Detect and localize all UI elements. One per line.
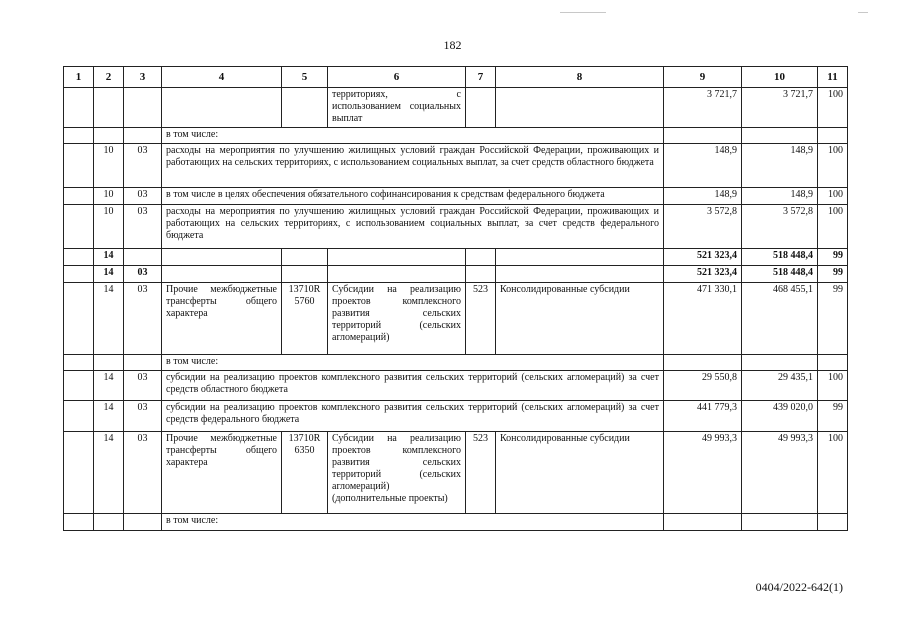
cell-target-article xyxy=(282,88,328,128)
cell-subsection: 03 xyxy=(124,401,162,432)
cell-col-1 xyxy=(64,432,94,514)
cell-percent xyxy=(818,128,848,144)
cell-subsection: 03 xyxy=(124,188,162,205)
cell-amount-planned: 521 323,4 xyxy=(664,266,742,283)
cell-col-1 xyxy=(64,128,94,144)
cell-name: Прочие межбюджетные трансферты общего характера xyxy=(162,432,282,514)
cell-section: 14 xyxy=(94,283,124,355)
cell-expense-name xyxy=(496,266,664,283)
cell-target-article xyxy=(282,249,328,266)
cell-amount-actual: 49 993,3 xyxy=(742,432,818,514)
cell-amount-planned: 49 993,3 xyxy=(664,432,742,514)
cell-name: Прочие межбюджетные трансферты общего характера xyxy=(162,283,282,355)
column-header-9: 9 xyxy=(664,67,742,88)
table-row xyxy=(64,128,848,144)
cell-percent: 100 xyxy=(818,205,848,249)
cell-subsection: 03 xyxy=(124,283,162,355)
cell-expense-name: Консолидированные субсидии xyxy=(496,283,664,355)
cell-amount-actual: 518 448,4 xyxy=(742,249,818,266)
cell-section: 10 xyxy=(94,144,124,188)
cell-amount-planned: 521 323,4 xyxy=(664,249,742,266)
cell-subsection xyxy=(124,249,162,266)
cell-col-1 xyxy=(64,371,94,401)
document-code: 0404/2022-642(1) xyxy=(755,580,843,594)
cell-col-1 xyxy=(64,514,94,531)
cell-target-article xyxy=(282,266,328,283)
budget-table xyxy=(63,66,848,531)
scan-artifact xyxy=(858,12,868,13)
cell-expense-name: Консолидированные субсидии xyxy=(496,432,664,514)
cell-amount-actual: 3 721,7 xyxy=(742,88,818,128)
cell-description: в том числе: xyxy=(162,128,664,144)
cell-col-1 xyxy=(64,205,94,249)
cell-amount-actual: 439 020,0 xyxy=(742,401,818,432)
table-row xyxy=(64,371,848,401)
cell-percent: 99 xyxy=(818,266,848,283)
cell-section: 10 xyxy=(94,205,124,249)
column-header-4: 4 xyxy=(162,67,282,88)
cell-col-1 xyxy=(64,188,94,205)
cell-article-name xyxy=(328,249,466,266)
cell-description: в том числе в целях обеспечения обязательного софинансирования к средствам федерального бюджета xyxy=(162,188,664,205)
cell-amount-actual: 148,9 xyxy=(742,144,818,188)
cell-description: расходы на мероприятия по улучшению жилищных условий граждан Российской Федерации, проживающих и работающих на сельских территориях, с использованием социальных выплат, за счет средств федерального бюджета xyxy=(162,205,664,249)
column-header-8: 8 xyxy=(496,67,664,88)
cell-description: расходы на мероприятия по улучшению жилищных условий граждан Российской Федерации, проживающих и работающих на сельских территориях, с использованием социальных выплат, за счет средств областного бюджета xyxy=(162,144,664,188)
column-header-6: 6 xyxy=(328,67,466,88)
cell-percent: 100 xyxy=(818,371,848,401)
cell-subsection: 03 xyxy=(124,205,162,249)
cell-section: 14 xyxy=(94,249,124,266)
cell-description: субсидии на реализацию проектов комплексного развития сельских территорий (сельских агломераций) за счет средств федерального бюджета xyxy=(162,401,664,432)
cell-amount-planned: 471 330,1 xyxy=(664,283,742,355)
cell-article-name: территориях, с использованием социальных выплат xyxy=(328,88,466,128)
cell-section xyxy=(94,514,124,531)
cell-article-name: Субсидии на реализацию проектов комплексного развития сельских территорий (сельских агломераций) (дополнительные проекты) xyxy=(328,432,466,514)
scan-artifact xyxy=(560,12,606,13)
cell-section: 14 xyxy=(94,371,124,401)
cell-expense-type xyxy=(466,88,496,128)
cell-expense-name xyxy=(496,249,664,266)
cell-amount-planned xyxy=(664,514,742,531)
cell-subsection: 03 xyxy=(124,432,162,514)
table-row xyxy=(64,144,848,188)
cell-amount-planned: 29 550,8 xyxy=(664,371,742,401)
cell-name xyxy=(162,249,282,266)
cell-subsection: 03 xyxy=(124,266,162,283)
table-row xyxy=(64,249,848,266)
cell-expense-type xyxy=(466,266,496,283)
cell-amount-planned: 3 721,7 xyxy=(664,88,742,128)
cell-amount-planned xyxy=(664,355,742,371)
cell-expense-type: 523 xyxy=(466,283,496,355)
cell-percent: 99 xyxy=(818,283,848,355)
cell-description: в том числе: xyxy=(162,355,664,371)
column-header-11: 11 xyxy=(818,67,848,88)
cell-col-1 xyxy=(64,266,94,283)
cell-section: 14 xyxy=(94,266,124,283)
cell-percent: 100 xyxy=(818,432,848,514)
cell-section: 14 xyxy=(94,432,124,514)
cell-amount-planned: 441 779,3 xyxy=(664,401,742,432)
cell-percent: 100 xyxy=(818,88,848,128)
cell-amount-actual xyxy=(742,355,818,371)
cell-col-1 xyxy=(64,355,94,371)
table-row xyxy=(64,188,848,205)
table-row xyxy=(64,355,848,371)
cell-amount-actual: 29 435,1 xyxy=(742,371,818,401)
cell-subsection xyxy=(124,355,162,371)
column-header-5: 5 xyxy=(282,67,328,88)
cell-amount-actual: 148,9 xyxy=(742,188,818,205)
column-header-7: 7 xyxy=(466,67,496,88)
table-row xyxy=(64,205,848,249)
cell-col-1 xyxy=(64,249,94,266)
table-row xyxy=(64,432,848,514)
table-row xyxy=(64,401,848,432)
cell-col-1 xyxy=(64,144,94,188)
cell-percent: 99 xyxy=(818,401,848,432)
cell-amount-planned: 3 572,8 xyxy=(664,205,742,249)
cell-name xyxy=(162,266,282,283)
cell-amount-planned: 148,9 xyxy=(664,188,742,205)
cell-description: субсидии на реализацию проектов комплексного развития сельских территорий (сельских агломераций) за счет средств областного бюджета xyxy=(162,371,664,401)
cell-description: в том числе: xyxy=(162,514,664,531)
table-header-row xyxy=(64,67,848,88)
cell-percent: 99 xyxy=(818,249,848,266)
cell-section: 14 xyxy=(94,401,124,432)
cell-section xyxy=(94,88,124,128)
cell-expense-type xyxy=(466,249,496,266)
cell-subsection xyxy=(124,128,162,144)
column-header-2: 2 xyxy=(94,67,124,88)
cell-percent xyxy=(818,514,848,531)
cell-percent: 100 xyxy=(818,188,848,205)
cell-expense-type: 523 xyxy=(466,432,496,514)
cell-amount-planned xyxy=(664,128,742,144)
cell-subsection xyxy=(124,88,162,128)
cell-amount-actual: 468 455,1 xyxy=(742,283,818,355)
cell-subsection xyxy=(124,514,162,531)
column-header-3: 3 xyxy=(124,67,162,88)
cell-section xyxy=(94,128,124,144)
cell-amount-actual xyxy=(742,514,818,531)
cell-col-1 xyxy=(64,283,94,355)
table-row xyxy=(64,266,848,283)
cell-subsection: 03 xyxy=(124,144,162,188)
cell-article-name xyxy=(328,266,466,283)
cell-amount-actual: 3 572,8 xyxy=(742,205,818,249)
column-header-10: 10 xyxy=(742,67,818,88)
cell-amount-actual xyxy=(742,128,818,144)
cell-col-1 xyxy=(64,401,94,432)
cell-percent: 100 xyxy=(818,144,848,188)
cell-section xyxy=(94,355,124,371)
column-header-1: 1 xyxy=(64,67,94,88)
cell-target-article: 13710R 6350 xyxy=(282,432,328,514)
cell-section: 10 xyxy=(94,188,124,205)
table-row xyxy=(64,283,848,355)
table-row xyxy=(64,88,848,128)
cell-article-name: Субсидии на реализацию проектов комплексного развития сельских территорий (сельских агломераций) xyxy=(328,283,466,355)
cell-name xyxy=(162,88,282,128)
cell-amount-planned: 148,9 xyxy=(664,144,742,188)
cell-percent xyxy=(818,355,848,371)
page-number: 182 xyxy=(443,38,462,52)
table-row xyxy=(64,514,848,531)
cell-col-1 xyxy=(64,88,94,128)
cell-expense-name xyxy=(496,88,664,128)
cell-amount-actual: 518 448,4 xyxy=(742,266,818,283)
cell-subsection: 03 xyxy=(124,371,162,401)
cell-target-article: 13710R 5760 xyxy=(282,283,328,355)
